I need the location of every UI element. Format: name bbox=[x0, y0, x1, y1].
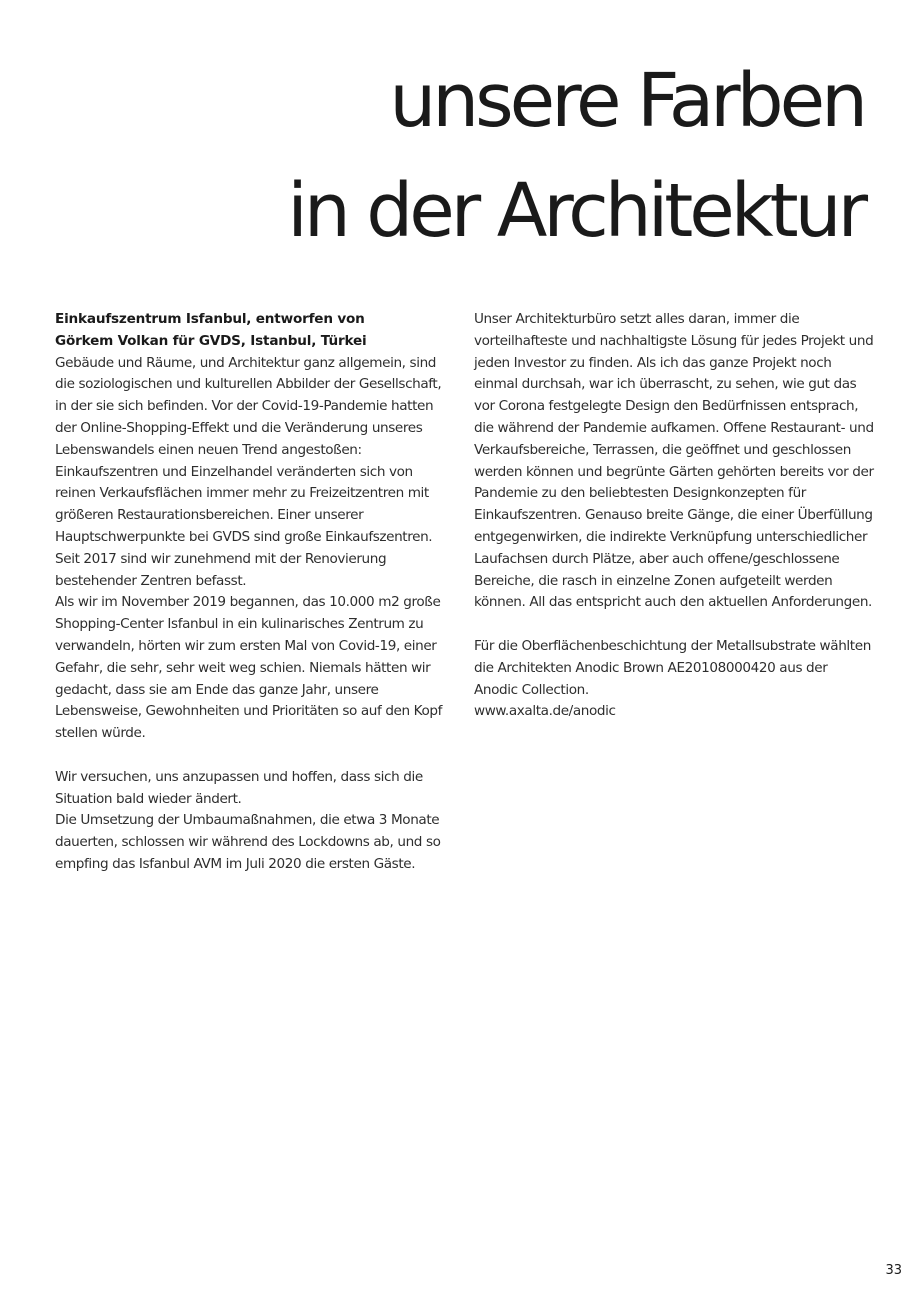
left-paragraph-1: Gebäude und Räume, und Architektur ganz allgemein, sind die soziologischen und kulturellen Abbilder der Gesellschaft, in der sie sich befinden. Vor der Covid-19-Pandemie hatten der Online-Shopping-Effekt und die Veränderung unseres Lebenswandels einen neuen Trend angestoßen: Einkaufszentren und Einzelhandel veränderten sich von reinen Verkaufsflächen immer mehr zu Freizeitzentren mit größeren Restaurationsbereichen. Einer unserer Hauptschwerpunkte bei GVDS sind große Einkaufszentren. Seit 2017 sind wir zunehmend mit der Renovierung bestehender Zentren befasst. bbox=[55, 354, 442, 589]
project-subhead bbox=[55, 309, 450, 353]
headline-line-2: in der Architektur bbox=[287, 168, 864, 254]
right-paragraph-2: Für die Oberflächenbeschichtung der Metallsubstrate wählten die Architekten Anodic Brown AE20108000420 aus der Anodic Collection. bbox=[474, 637, 871, 698]
subhead-line-1: Einkaufszentrum Isfanbul, entworfen von bbox=[55, 311, 365, 327]
left-paragraph-4: Die Umsetzung der Umbaumaßnahmen, die etwa 3 Monate dauerten, schlossen wir während des Lockdowns ab, und so empfing das Isfanbul AVM im Juli 2020 die ersten Gäste. bbox=[55, 812, 441, 872]
left-text-column bbox=[55, 309, 450, 876]
left-paragraph-2: Als wir im November 2019 begannen, das 10.000 m2 große Shopping-Center Isfanbul in ein kulinarisches Zentrum zu verwandeln, hörten wir zum ersten Mal von Covid-19, einer Gefahr, die sehr, sehr weit weg schien. Niemals hätten wir gedacht, dass sie am Ende das ganze Jahr, unsere Lebensweise, Gewohnheiten und Prioritäten so auf den Kopf stellen würde. bbox=[55, 594, 443, 742]
website-link[interactable]: www.axalta.de/anodic bbox=[474, 703, 616, 720]
left-paragraph-3: Wir versuchen, uns anzupassen und hoffen, dass sich die Situation bald wieder ändert. bbox=[55, 768, 423, 807]
page-headline bbox=[44, 46, 864, 266]
paragraph-spacer bbox=[474, 614, 874, 636]
right-paragraph-1: Unser Architekturbüro setzt alles daran, immer die vorteilhafteste und nachhaltigste Lösung für jedes Projekt und jeden Investor zu finden. Als ich das ganze Projekt noch einmal durchsah, war ich überrascht, zu sehen, wie gut das vor Corona festgelegte Design den Bedürfnissen entsprach, die während der Pandemie aufkamen. Offene Restaurant- und Verkaufsbereiche, Terrassen, die geöffnet und geschlossen werden können und begrünte Gärten gehörten bereits vor der Pandemie zu den beliebtesten Designkonzepten für Einkaufszentren. Genauso breite Gänge, die einer Überfüllung entgegenwirken, die indirekte Verknüpfung unterschiedlicher Laufachsen durch Plätze, aber auch offene/geschlossene Bereiche, die rasch in einzelne Zonen aufgeteilt werden können. All das entspricht auch den aktuellen Anforderungen. bbox=[474, 311, 874, 611]
paragraph-spacer bbox=[55, 745, 450, 767]
headline-line-1: unsere Farben bbox=[389, 58, 864, 144]
right-text-column bbox=[474, 309, 874, 723]
page-number: 33 bbox=[885, 1263, 902, 1278]
subhead-line-2: Görkem Volkan für GVDS, Istanbul, Türkei bbox=[55, 332, 367, 349]
